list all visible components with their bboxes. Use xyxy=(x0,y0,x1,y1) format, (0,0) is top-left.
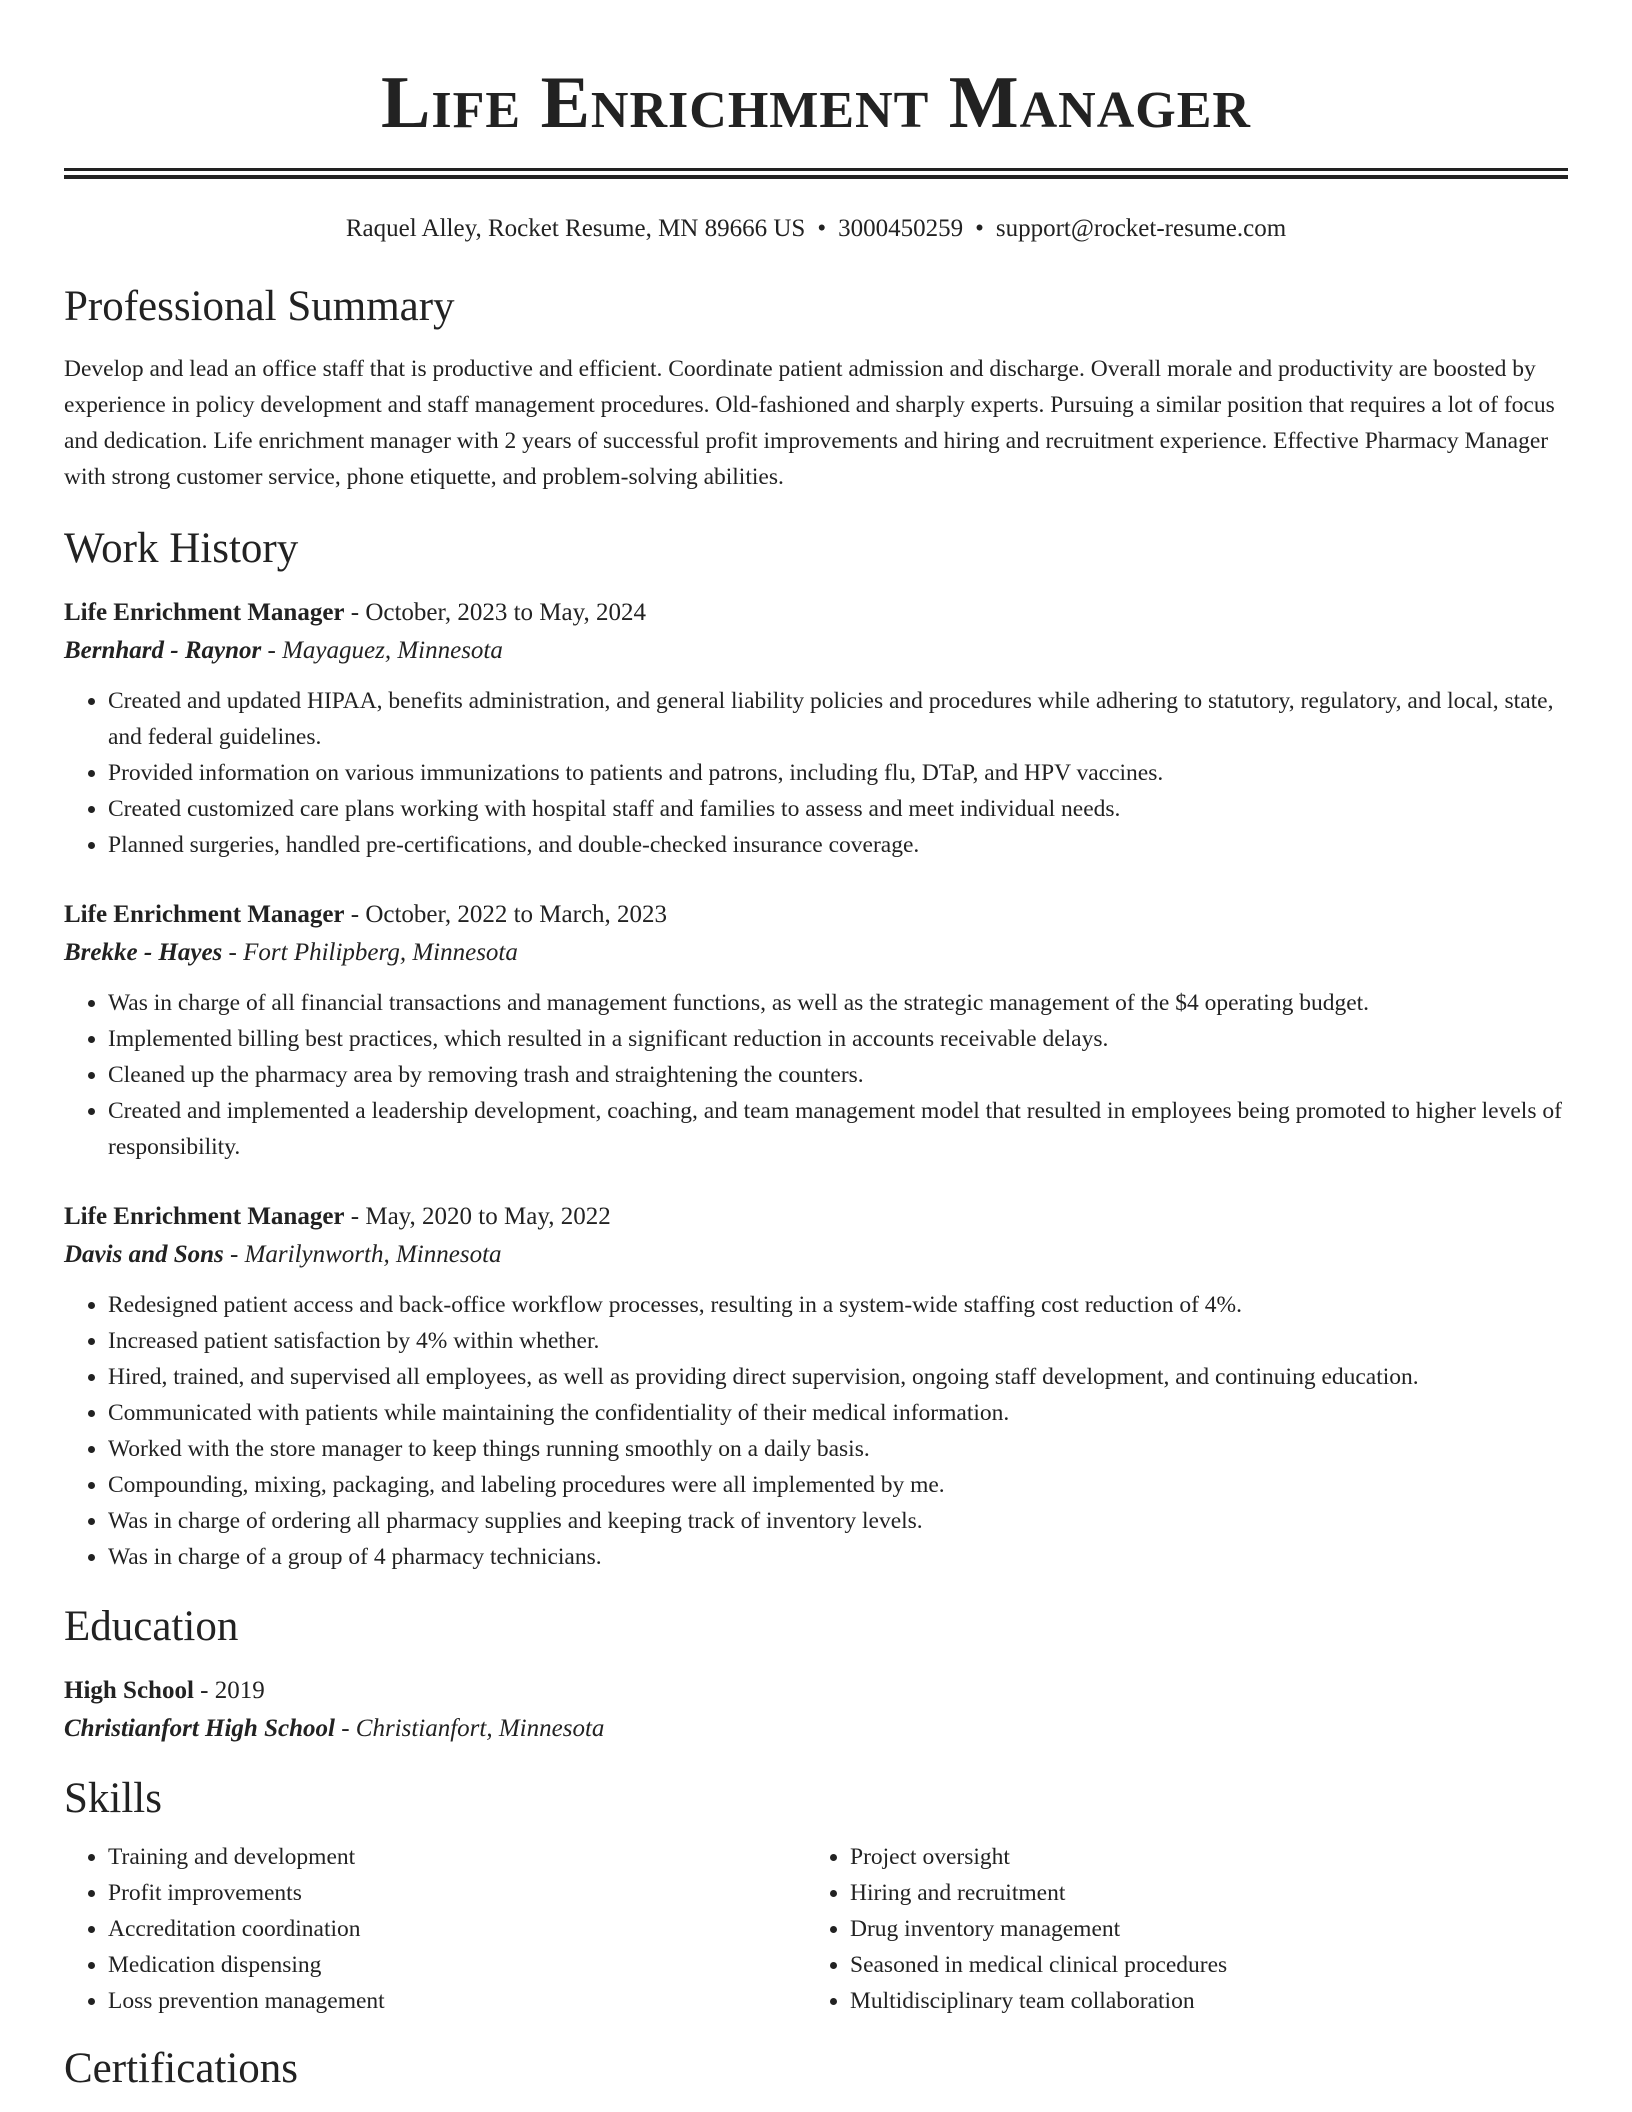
job-entry xyxy=(64,1199,1568,1575)
job-company: Davis and Sons xyxy=(64,1241,224,1268)
job-title-line xyxy=(64,1199,1568,1235)
job-title-line xyxy=(64,897,1568,933)
list-item: • Implemented billing best practices, which resulted in a significant reduction in accounts receivable delays. xyxy=(108,1021,1568,1057)
job-title-line xyxy=(64,595,1568,631)
education-entry xyxy=(64,1673,1568,1747)
list-item: • Was in charge of all financial transactions and management functions, as well as the strategic management of the $4 operating budget. xyxy=(108,985,1568,1021)
skill-item: • Medication dispensing xyxy=(108,1947,806,1983)
skill-item: • Hiring and recruitment xyxy=(850,1875,1548,1911)
skills-column-right xyxy=(806,1839,1548,2019)
contact-address: Raquel Alley, Rocket Resume, MN 89666 US xyxy=(345,215,806,242)
job-dates: - October, 2023 to May, 2024 xyxy=(344,599,647,626)
list-item: • Compounding, mixing, packaging, and labeling procedures were all implemented by me. xyxy=(108,1467,1568,1503)
job-location: - Fort Philipberg, Minnesota xyxy=(222,939,518,966)
job-company-line xyxy=(64,935,1568,971)
contact-phone: 3000450259 xyxy=(838,215,964,242)
title-divider xyxy=(64,168,1568,179)
contact-line xyxy=(64,213,1568,245)
job-company-line xyxy=(64,633,1568,669)
skill-item: • Drug inventory management xyxy=(850,1911,1548,1947)
job-dates: - May, 2020 to May, 2022 xyxy=(344,1203,611,1230)
education-degree-line xyxy=(64,1673,1568,1709)
list-item: • Increased patient satisfaction by 4% within whether. xyxy=(108,1323,1568,1359)
job-title: Life Enrichment Manager xyxy=(64,1203,345,1230)
job-company-line xyxy=(64,1237,1568,1273)
list-item: • Was in charge of ordering all pharmacy supplies and keeping track of inventory levels. xyxy=(108,1503,1568,1539)
job-bullets xyxy=(64,683,1568,863)
list-item: • Created and implemented a leadership development, coaching, and team management model that resulted in employees being promoted to higher levels of responsibility. xyxy=(108,1093,1568,1165)
skills-column-left xyxy=(64,1839,806,2019)
education-heading: Education xyxy=(64,1603,239,1650)
education-school-line xyxy=(64,1711,1568,1747)
skill-item: • Multidisciplinary team collaboration xyxy=(850,1983,1548,2019)
job-dates: - October, 2022 to March, 2023 xyxy=(344,901,668,928)
education-location: - Christianfort, Minnesota xyxy=(334,1715,605,1742)
education-school: Christianfort High School xyxy=(64,1715,335,1742)
job-location: - Marilynworth, Minnesota xyxy=(223,1241,502,1268)
job-bullets xyxy=(64,985,1568,1165)
skill-item: • Training and development xyxy=(108,1839,806,1875)
job-entry xyxy=(64,595,1568,863)
job-entry xyxy=(64,897,1568,1165)
skill-item: • Project oversight xyxy=(850,1839,1548,1875)
certifications-heading: Certifications xyxy=(64,2045,299,2092)
job-title: Life Enrichment Manager xyxy=(64,599,345,626)
list-item: • Created and updated HIPAA, benefits administration, and general liability policies and procedures while adhering to statutory, regulatory, and local, state, and federal guidelines. xyxy=(108,683,1568,755)
skill-item: • Seasoned in medical clinical procedures xyxy=(850,1947,1548,1983)
summary-heading: Professional Summary xyxy=(64,283,455,330)
list-item: • Worked with the store manager to keep things running smoothly on a daily basis. xyxy=(108,1431,1568,1467)
education-year: - 2019 xyxy=(193,1677,265,1704)
job-location: - Mayaguez, Minnesota xyxy=(261,637,503,664)
summary-text: Develop and lead an office staff that is productive and efficient. Coordinate patient admission and discharge. Overall morale and productivity are boosted by experience in policy development and staff management procedures. Old-fashioned and sharply experts. Pursuing a similar position that requires a lot of focus and dedication. Life enrichment manager with 2 years of successful profit improvements and hiring and recruitment experience. Effective Pharmacy Manager with strong customer service, phone etiquette, and problem-solving abilities. xyxy=(64,356,1555,490)
list-item: • Cleaned up the pharmacy area by removing trash and straightening the counters. xyxy=(108,1057,1568,1093)
skill-item: • Profit improvements xyxy=(108,1875,806,1911)
contact-email: support@rocket-resume.com xyxy=(995,215,1287,242)
job-company: Bernhard - Raynor xyxy=(64,637,262,664)
job-company: Brekke - Hayes xyxy=(64,939,223,966)
work-history-heading: Work History xyxy=(64,525,299,572)
resume-page xyxy=(64,0,1568,2095)
skills-grid xyxy=(64,1839,1568,2019)
skill-item: • Accreditation coordination xyxy=(108,1911,806,1947)
list-item: • Planned surgeries, handled pre-certifications, and double-checked insurance coverage. xyxy=(108,827,1568,863)
list-item: • Communicated with patients while maintaining the confidentiality of their medical information. xyxy=(108,1395,1568,1431)
list-item: • Provided information on various immunizations to patients and patrons, including flu, DTaP, and HPV vaccines. xyxy=(108,755,1568,791)
skill-item: • Loss prevention management xyxy=(108,1983,806,2019)
job-title: Life Enrichment Manager xyxy=(64,901,345,928)
list-item: • Redesigned patient access and back-office workflow processes, resulting in a system-wide staffing cost reduction of 4%. xyxy=(108,1287,1568,1323)
contact-separator: • xyxy=(817,215,827,242)
contact-separator: • xyxy=(975,215,984,242)
list-item: • Hired, trained, and supervised all employees, as well as providing direct supervision, ongoing staff development, and continuing education. xyxy=(108,1359,1568,1395)
education-degree: High School xyxy=(64,1677,194,1704)
list-item: • Created customized care plans working with hospital staff and families to assess and meet individual needs. xyxy=(108,791,1568,827)
job-bullets xyxy=(64,1287,1568,1575)
skills-heading: Skills xyxy=(64,1775,162,1822)
list-item: • Was in charge of a group of 4 pharmacy technicians. xyxy=(108,1539,1568,1575)
resume-title: Life Enrichment Manager xyxy=(381,62,1251,144)
